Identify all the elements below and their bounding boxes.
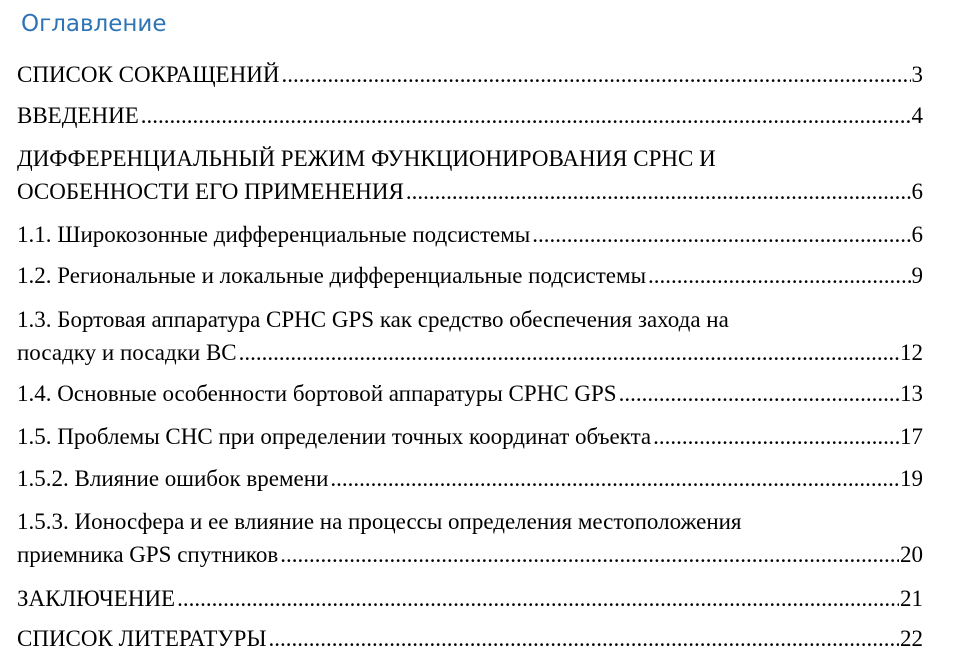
toc-entry-references[interactable] [17,622,923,655]
dot-leader [239,336,899,369]
dot-leader [269,622,899,655]
toc-entry-page-number: 20 [900,542,923,567]
toc-entry-page-number: 6 [911,222,923,247]
toc-entry-line [17,99,923,132]
toc-entry-title: 1.5.2. Влияние ошибок времени [17,466,329,491]
toc-entry-line [17,538,923,571]
toc-entry-1-2[interactable] [17,259,923,292]
toc-entry-line [17,582,923,615]
toc-entry-page-number: 6 [911,179,923,204]
toc-entry-line [17,336,923,369]
toc-entry-1-5-2[interactable] [17,462,923,495]
dot-leader [619,377,899,410]
dot-leader [648,259,910,292]
toc-entry-differential-mode[interactable] [17,142,923,208]
toc-entry-title: ОСОБЕННОСТИ ЕГО ПРИМЕНЕНИЯ [17,179,404,204]
toc-entry-line [17,175,923,208]
toc-entry-title-first-line: 1.3. Бортовая аппаратура СРНС GPS как средство обеспечения захода на [17,307,729,332]
toc-entry-title: посадку и посадки ВС [17,340,237,365]
toc-entry-1-5-3[interactable] [17,505,923,571]
toc-heading: Оглавление [21,11,167,37]
toc-entry-title: 1.1. Широкозонные дифференциальные подсистемы [17,222,531,247]
toc-entry-page-number: 17 [900,424,923,449]
dot-leader [532,218,910,251]
toc-entry-1-5[interactable] [17,420,923,453]
dot-leader [281,58,910,91]
toc-entry-line [17,218,923,251]
toc-entry-page-number: 3 [911,62,923,87]
toc-entry-abbreviations[interactable] [17,58,923,91]
dot-leader [406,175,911,208]
toc-entry-1-4[interactable] [17,377,923,410]
toc-entry-line [17,377,923,410]
toc-entry-title: приемника GPS спутников [17,542,279,567]
dot-leader [653,420,899,453]
toc-entry-conclusion[interactable] [17,582,923,615]
toc-entry-1-3[interactable] [17,303,923,369]
toc-entry-title-first-line: ДИФФЕРЕНЦИАЛЬНЫЙ РЕЖИМ ФУНКЦИОНИРОВАНИЯ СРНС И [17,146,716,171]
toc-entry-page-number: 22 [900,626,923,651]
toc-entry-line [17,58,923,91]
toc-entry-page-number: 9 [911,263,923,288]
dot-leader [280,538,899,571]
toc-entry-title: ВВЕДЕНИЕ [17,103,139,128]
toc-entry-line [17,420,923,453]
toc-entry-line [17,622,923,655]
toc-entry-page-number: 4 [911,103,923,128]
toc-entry-title: ЗАКЛЮЧЕНИЕ [17,586,176,611]
toc-entry-line [17,462,923,495]
toc-entry-page-number: 19 [900,466,923,491]
toc-entry-title: 1.2. Региональные и локальные дифференциальные подсистемы [17,263,647,288]
toc-entry-title: 1.5. Проблемы СНС при определении точных координат объекта [17,424,652,449]
dot-leader [330,462,899,495]
toc-entry-line [17,259,923,292]
toc-entry-title-first-line: 1.5.3. Ионосфера и ее влияние на процессы определения местоположения [17,509,742,534]
toc-entry-title: СПИСОК СОКРАЩЕНИЙ [17,62,280,87]
toc-entry-page-number: 13 [900,381,923,406]
toc-entry-page-number: 12 [900,340,923,365]
toc-entry-title: 1.4. Основные особенности бортовой аппаратуры СРНС GPS [17,381,617,406]
toc-entry-title: СПИСОК ЛИТЕРАТУРЫ [17,626,267,651]
toc-entry-1-1[interactable] [17,218,923,251]
toc-entry-introduction[interactable] [17,99,923,132]
dot-leader [177,582,899,615]
toc-entry-page-number: 21 [900,586,923,611]
dot-leader [141,99,911,132]
